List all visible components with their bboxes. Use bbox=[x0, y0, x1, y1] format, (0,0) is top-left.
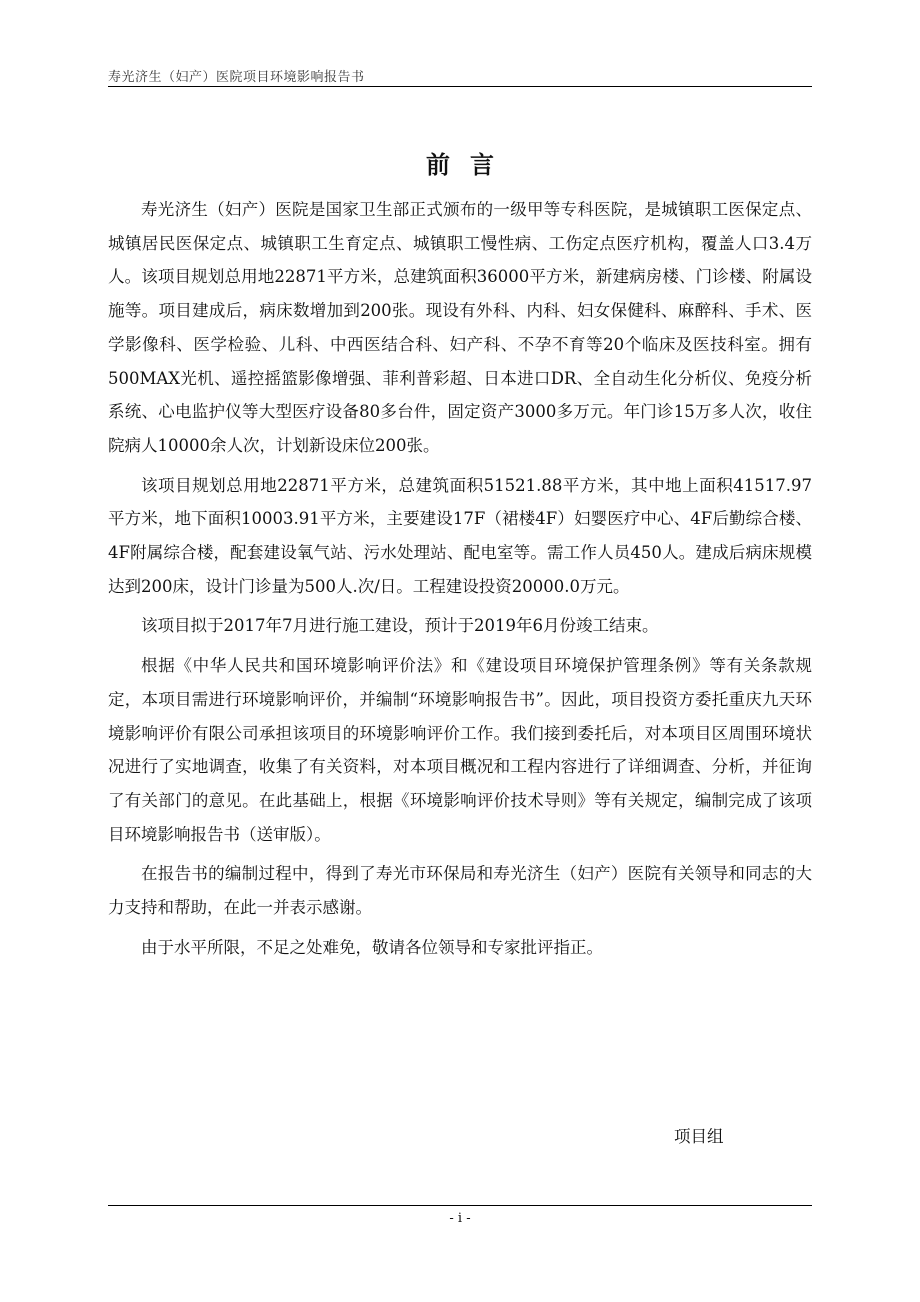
paragraph-project-scope: 该项目规划总用地22871平方米，总建筑面积51521.88平方米，其中地上面积41517.97平方米，地下面积10003.91平方米，主要建设17F（裙楼4F）妇婴医疗中心、4F后勤综合楼、4F附属综合楼，配套建设氧气站、污水处理站、配电室等。需工作人员450人。建成后病床规模达到200床，设计门诊量为500人.次/日。工程建设投资20000.0万元。 bbox=[108, 475, 812, 596]
page-number: - i - bbox=[449, 1211, 471, 1226]
paragraph-intro: 寿光济生（妇产）医院是国家卫生部正式颁布的一级甲等专科医院，是城镇职工医保定点、城镇居民医保定点、城镇职工生育定点、城镇职工慢性病、工伤定点医疗机构，覆盖人口3.4万人。该项目规划总用地22871平方米，总建筑面积36000平方米，新建病房楼、门诊楼、附属设施等。项目建成后，病床数增加到200张。现设有外科、内科、妇女保健科、麻醉科、手术、医学影像科、医学检验、儿科、中西医结合科、妇产科、不孕不育等20个临床及医技科室。拥有500MAX光机、遥控摇篮影像增强、菲利普彩超、日本进口DR、全自动生化分析仪、免疫分析系统、心电监护仪等大型医疗设备80多台件，固定资产3000多万元。年门诊15万多人次，收住院病人10000余人次，计划新设床位200张。 bbox=[108, 200, 812, 455]
running-header: 寿光济生（妇产）医院项目环境影响报告书 bbox=[108, 70, 365, 85]
page-title: 前言 bbox=[426, 150, 514, 179]
header-divider bbox=[108, 86, 812, 87]
paragraph-legal-basis: 根据《中华人民共和国环境影响评价法》和《建设项目环境保护管理条例》等有关条款规定，本项目需进行环境影响评价，并编制“环境影响报告书”。因此，项目投资方委托重庆九天环境影响评价有限公司承担该项目的环境影响评价工作。我们接到委托后，对本项目区周围环境状况进行了实地调查，收集了有关资料，对本项目概况和工程内容进行了详细调查、分析，并征询了有关部门的意见。在此基础上，根据《环境影响评价技术导则》等有关规定，编制完成了该项目环境影响报告书（送审版）。 bbox=[108, 656, 812, 844]
paragraph-schedule: 该项目拟于2017年7月进行施工建设，预计于2019年6月份竣工结束。 bbox=[141, 616, 659, 636]
document-body bbox=[108, 193, 812, 970]
paragraph-acknowledgement: 在报告书的编制过程中，得到了寿光市环保局和寿光济生（妇产）医院有关领导和同志的大力支持和帮助，在此一并表示感谢。 bbox=[108, 864, 812, 918]
footer-divider bbox=[108, 1205, 812, 1206]
signature: 项目组 bbox=[674, 1127, 724, 1146]
paragraph-disclaimer: 由于水平所限，不足之处难免，敬请各位领导和专家批评指正。 bbox=[141, 937, 603, 957]
